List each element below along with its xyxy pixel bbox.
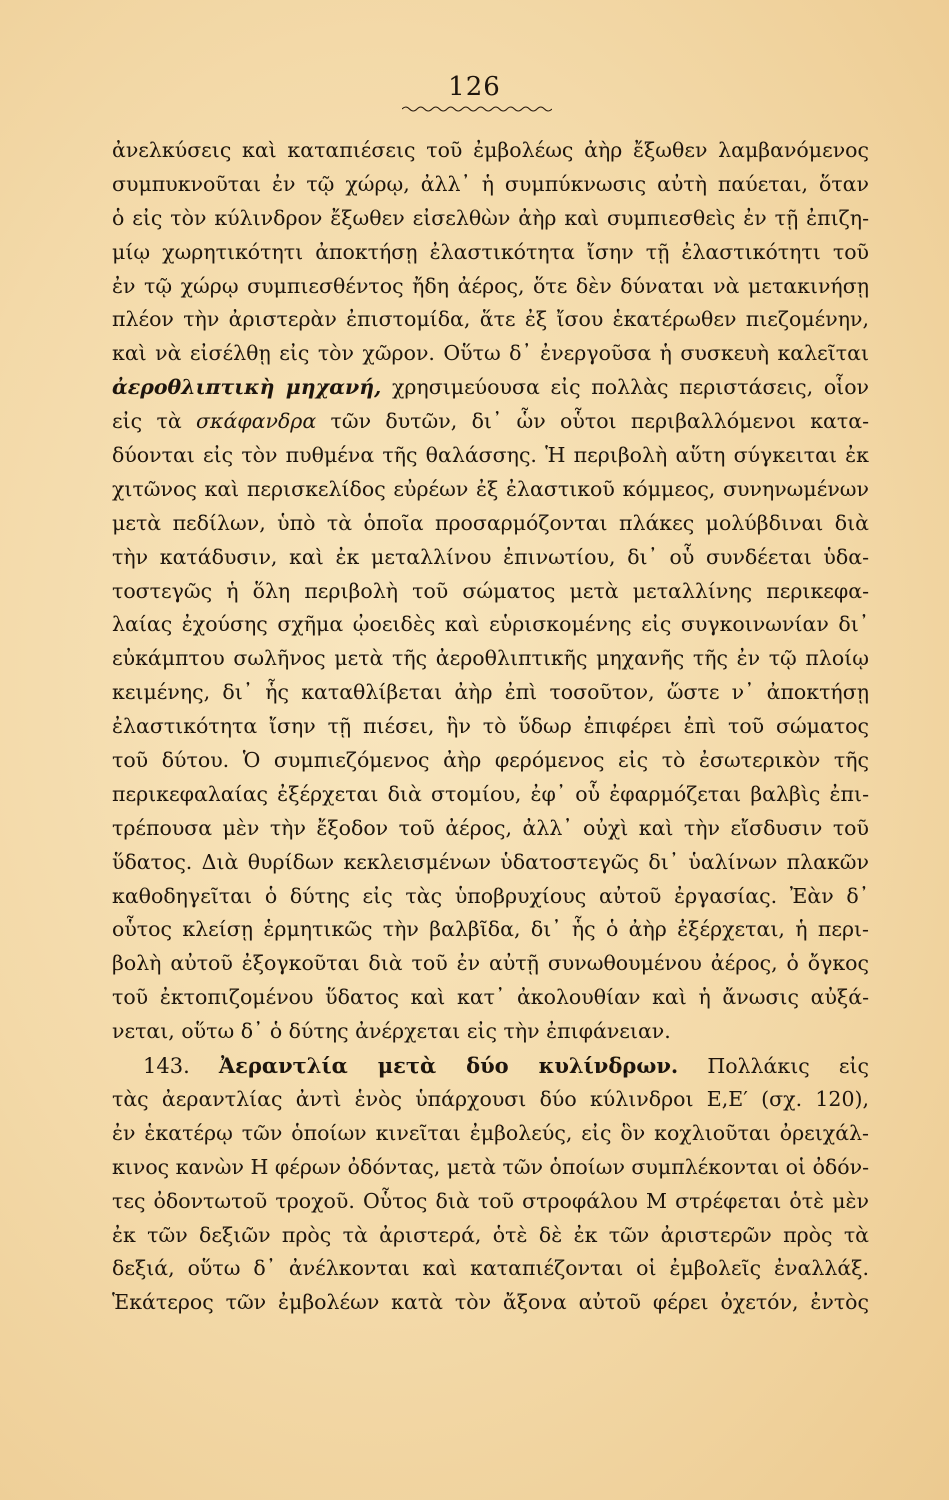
text-line: καθοδηγεῖται ὁ δύτης εἰς τὰς ὑποβρυχίους αὐτοῦ ἐργασίας. Ἐὰν δ᾿ xyxy=(112,883,869,908)
section-heading-line xyxy=(112,1049,869,1083)
section-number: 143. xyxy=(143,1054,190,1079)
text-line-with-term xyxy=(112,405,869,439)
text-fragment: τῶν δυτῶν, δι᾿ ὧν οὗτοι περιβαλλόμενοι κατα- xyxy=(330,409,869,434)
text-line: εὐκάμπτου σωλῆνος μετὰ τῆς ἀεροθλιπτικῆς μηχανῆς τῆς ἐν τῷ πλοίῳ xyxy=(112,646,869,671)
text-line: κειμένης, δι᾿ ἧς καταθλίβεται ἀὴρ ἐπὶ τοσοῦτον, ὥστε ν᾿ ἀποκτήσῃ xyxy=(112,680,869,705)
text-line: Ἑκάτερος τῶν ἐμβολέων κατὰ τὸν ἄξονα αὐτοῦ φέρει ὀχετόν, ἐντὸς xyxy=(112,1290,869,1315)
wavy-rule-ornament xyxy=(402,104,552,114)
text-line: ἐν ἑκατέρῳ τῶν ὁποίων κινεῖται ἐμβολεύς, εἰς ὃν κοχλιοῦται ὀρειχάλ- xyxy=(112,1120,869,1145)
text-line: περικεφαλαίας ἐξέρχεται διὰ στομίου, ἐφ᾿ οὗ ἐφαρμόζεται βαλβὶς ἐπι- xyxy=(112,781,869,806)
text-line: ἐλαστικότητα ἴσην τῇ πιέσει, ἣν τὸ ὕδωρ ἐπιφέρει ἐπὶ τοῦ σώματος xyxy=(112,714,869,739)
page-number: 126 xyxy=(448,72,501,102)
text-line: δύονται εἰς τὸν πυθμένα τῆς θαλάσσης. Ἡ περιβολὴ αὕτη σύγκειται ἐκ xyxy=(112,443,869,468)
text-line: ἐν τῷ χώρῳ συμπιεσθέντος ἤδη ἀέρος, ὅτε δὲν δύναται νὰ μετακινήσῃ xyxy=(112,273,869,298)
text-line: βολὴ αὐτοῦ ἐξογκοῦται διὰ τοῦ ἐν αὐτῇ συνωθουμένου ἀέρος, ὁ ὄγκος xyxy=(112,951,869,976)
text-line: χιτῶνος καὶ περισκελίδος εὐρέων ἐξ ἐλαστικοῦ κόμμεος, συνηνωμένων xyxy=(112,476,869,501)
text-line-with-term xyxy=(112,371,869,405)
text-line: τὰς ἀεραντλίας ἀντὶ ἑνὸς ὑπάρχουσι δύο κύλινδροι Ε,Ε′ (σχ. 120), xyxy=(112,1086,869,1111)
term-aerothliptiki: ἀεροθλιπτικὴ μηχανή, xyxy=(112,375,382,400)
text-fragment: εἰς τὰ xyxy=(112,409,182,434)
text-line: ἀνελκύσεις καὶ καταπιέσεις τοῦ ἐμβολέως ἀὴρ ἔξωθεν λαμβανόμενος xyxy=(112,138,869,162)
text-line: καὶ νὰ εἰσέλθῃ εἰς τὸν χῶρον. Οὕτω δ᾿ ἐνεργοῦσα ἡ συσκευὴ καλεῖται xyxy=(112,341,869,366)
text-line: ἐκ τῶν δεξιῶν πρὸς τὰ ἀριστερά, ὁτὲ δὲ ἐκ τῶν ἀριστερῶν πρὸς τὰ xyxy=(112,1222,869,1247)
section-title: Ἀεραντλία μετὰ δύο κυλίνδρων. xyxy=(218,1053,679,1079)
text-line: τὴν κατάδυσιν, καὶ ἐκ μεταλλίνου ἐπινωτίου, δι᾿ οὗ συνδέεται ὑδα- xyxy=(112,544,869,569)
paragraph-last-line: νεται, οὕτω δ᾿ ὁ δύτης ἀνέρχεται εἰς τὴν ἐπιφάνειαν. xyxy=(112,1019,671,1044)
text-fragment: χρησιμεύουσα εἰς πολλὰς περιστάσεις, οἷον xyxy=(391,375,869,400)
text-line: τοῦ δύτου. Ὁ συμπιεζόμενος ἀὴρ φερόμενος εἰς τὸ ἐσωτερικὸν τῆς xyxy=(112,748,869,773)
body-text xyxy=(112,134,869,1320)
text-line: πλέον τὴν ἀριστερὰν ἐπιστομίδα, ἅτε ἐξ ἴσου ἑκατέρωθεν πιεζομένην, xyxy=(112,307,869,332)
text-line: τοῦ ἐκτοπιζομένου ὕδατος καὶ κατ᾿ ἀκολουθίαν καὶ ἡ ἄνωσις αὐξά- xyxy=(112,985,869,1010)
text-fragment: Πολλάκις εἰς xyxy=(707,1054,869,1079)
text-line: τοστεγῶς ἡ ὅλη περιβολὴ τοῦ σώματος μετὰ μεταλλίνης περικεφα- xyxy=(112,578,869,603)
text-line: συμπυκνοῦται ἐν τῷ χώρῳ, ἀλλ᾿ ἡ συμπύκνωσις αὐτὴ παύεται, ὅταν xyxy=(112,171,869,196)
term-skafandra: σκάφανδρα xyxy=(196,409,317,434)
text-line: κινος κανὼν Η φέρων ὀδόντας, μετὰ τῶν ὁποίων συμπλέκονται οἱ ὀδόν- xyxy=(112,1154,869,1179)
text-line: μετὰ πεδίλων, ὑπὸ τὰ ὁποῖα προσαρμόζονται πλάκες μολύβδιναι διὰ xyxy=(112,510,869,535)
text-line: ὁ εἰς τὸν κύλινδρον ἔξωθεν εἰσελθὼν ἀὴρ καὶ συμπιεσθεὶς ἐν τῇ ἐπιζη- xyxy=(112,205,869,230)
text-line: δεξιά, οὕτω δ᾿ ἀνέλκονται καὶ καταπιέζονται οἱ ἐμβολεῖς ἐναλλάξ. xyxy=(112,1256,869,1281)
text-line: λαίας ἐχούσης σχῆμα ᾠοειδὲς καὶ εὑρισκομένης εἰς συγκοινωνίαν δι᾿ xyxy=(112,612,869,637)
text-line: οὗτος κλείσῃ ἑρμητικῶς τὴν βαλβῖδα, δι᾿ ἧς ὁ ἀὴρ ἐξέρχεται, ἡ περι- xyxy=(112,917,869,942)
text-line: ὕδατος. Διὰ θυρίδων κεκλεισμένων ὑδατοστεγῶς δι᾿ ὑαλίνων πλακῶν xyxy=(112,849,869,874)
text-line: τες ὀδοντωτοῦ τροχοῦ. Οὗτος διὰ τοῦ στροφάλου Μ στρέφεται ὁτὲ μὲν xyxy=(112,1188,869,1213)
text-line: μίῳ χωρητικότητι ἀποκτήσῃ ἐλαστικότητα ἴσην τῇ ἐλαστικότητι τοῦ xyxy=(112,239,869,264)
text-line: τρέπουσα μὲν τὴν ἔξοδον τοῦ ἀέρος, ἀλλ᾿ οὐχὶ καὶ τὴν εἴσδυσιν τοῦ xyxy=(112,815,869,840)
